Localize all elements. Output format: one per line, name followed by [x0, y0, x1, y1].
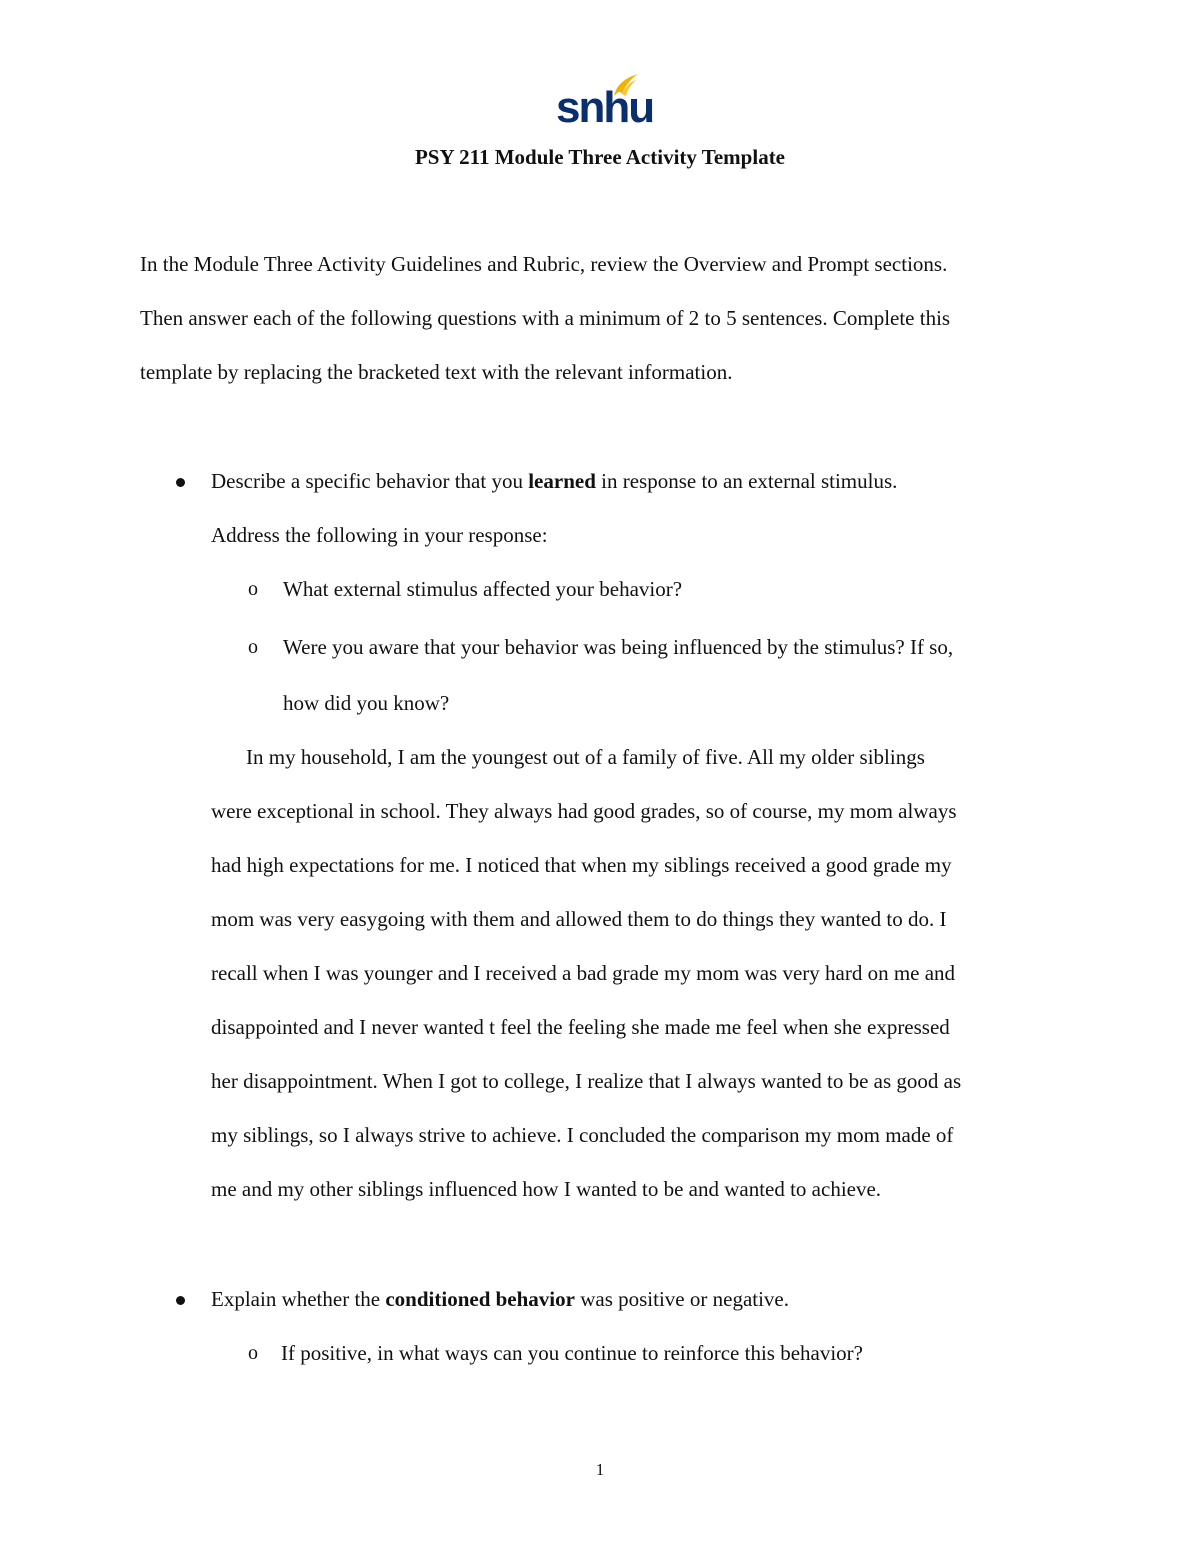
sub-bullet-icon: o	[248, 578, 258, 600]
answer-line-4: mom was very easygoing with them and allowed them to do things they wanted to do. I	[211, 907, 947, 931]
intro-line-2: Then answer each of the following questions with a minimum of 2 to 5 sentences. Complete this	[140, 306, 951, 330]
answer-line-8: my siblings, so I always strive to achieve. I concluded the comparison my mom made of	[211, 1123, 954, 1147]
answer-line-1: In my household, I am the youngest out of a family of five. All my older siblings	[246, 745, 925, 769]
question-2-bold: conditioned behavior	[385, 1287, 575, 1311]
question-1-sub-2-line-2: how did you know?	[283, 691, 450, 715]
logo-text: snhu	[556, 83, 654, 132]
answer-line-9: me and my other siblings influenced how I wanted to be and wanted to achieve.	[211, 1177, 882, 1201]
question-2-text-after: was positive or negative.	[574, 1287, 789, 1311]
snhu-logo	[554, 72, 654, 134]
page-number: 1	[595, 1460, 605, 1479]
question-2	[211, 1285, 789, 1313]
question-2-text-before: Explain whether the	[211, 1287, 386, 1311]
answer-line-7: her disappointment. When I got to college, I realize that I always wanted to be as good as	[211, 1069, 962, 1093]
document-title: PSY 211 Module Three Activity Template	[414, 145, 786, 169]
question-1-text-after: in response to an external stimulus.	[595, 469, 898, 493]
sub-bullet-icon: o	[248, 1342, 258, 1364]
bullet-icon	[176, 1296, 185, 1305]
question-1-bold: learned	[528, 469, 596, 493]
answer-line-2: were exceptional in school. They always had good grades, so of course, my mom always	[211, 799, 957, 823]
sub-bullet-icon: o	[248, 636, 258, 658]
question-1-address: Address the following in your response:	[211, 523, 548, 547]
answer-line-5: recall when I was younger and I received a bad grade my mom was very hard on me and	[211, 961, 956, 985]
question-2-sub-1: If positive, in what ways can you continue to reinforce this behavior?	[281, 1341, 863, 1365]
question-1-sub-2-line-1: Were you aware that your behavior was being influenced by the stimulus? If so,	[283, 635, 954, 659]
question-1-sub-1: What external stimulus affected your behavior?	[283, 577, 683, 601]
question-1-text-before: Describe a specific behavior that you	[211, 469, 529, 493]
intro-line-1: In the Module Three Activity Guidelines and Rubric, review the Overview and Prompt sections.	[140, 252, 948, 276]
answer-line-3: had high expectations for me. I noticed that when my siblings received a good grade my	[211, 853, 952, 877]
answer-line-6: disappointed and I never wanted t feel the feeling she made me feel when she expressed	[211, 1015, 950, 1039]
bullet-icon	[176, 478, 185, 487]
question-1	[211, 467, 897, 495]
intro-line-3: template by replacing the bracketed text with the relevant information.	[140, 360, 733, 384]
